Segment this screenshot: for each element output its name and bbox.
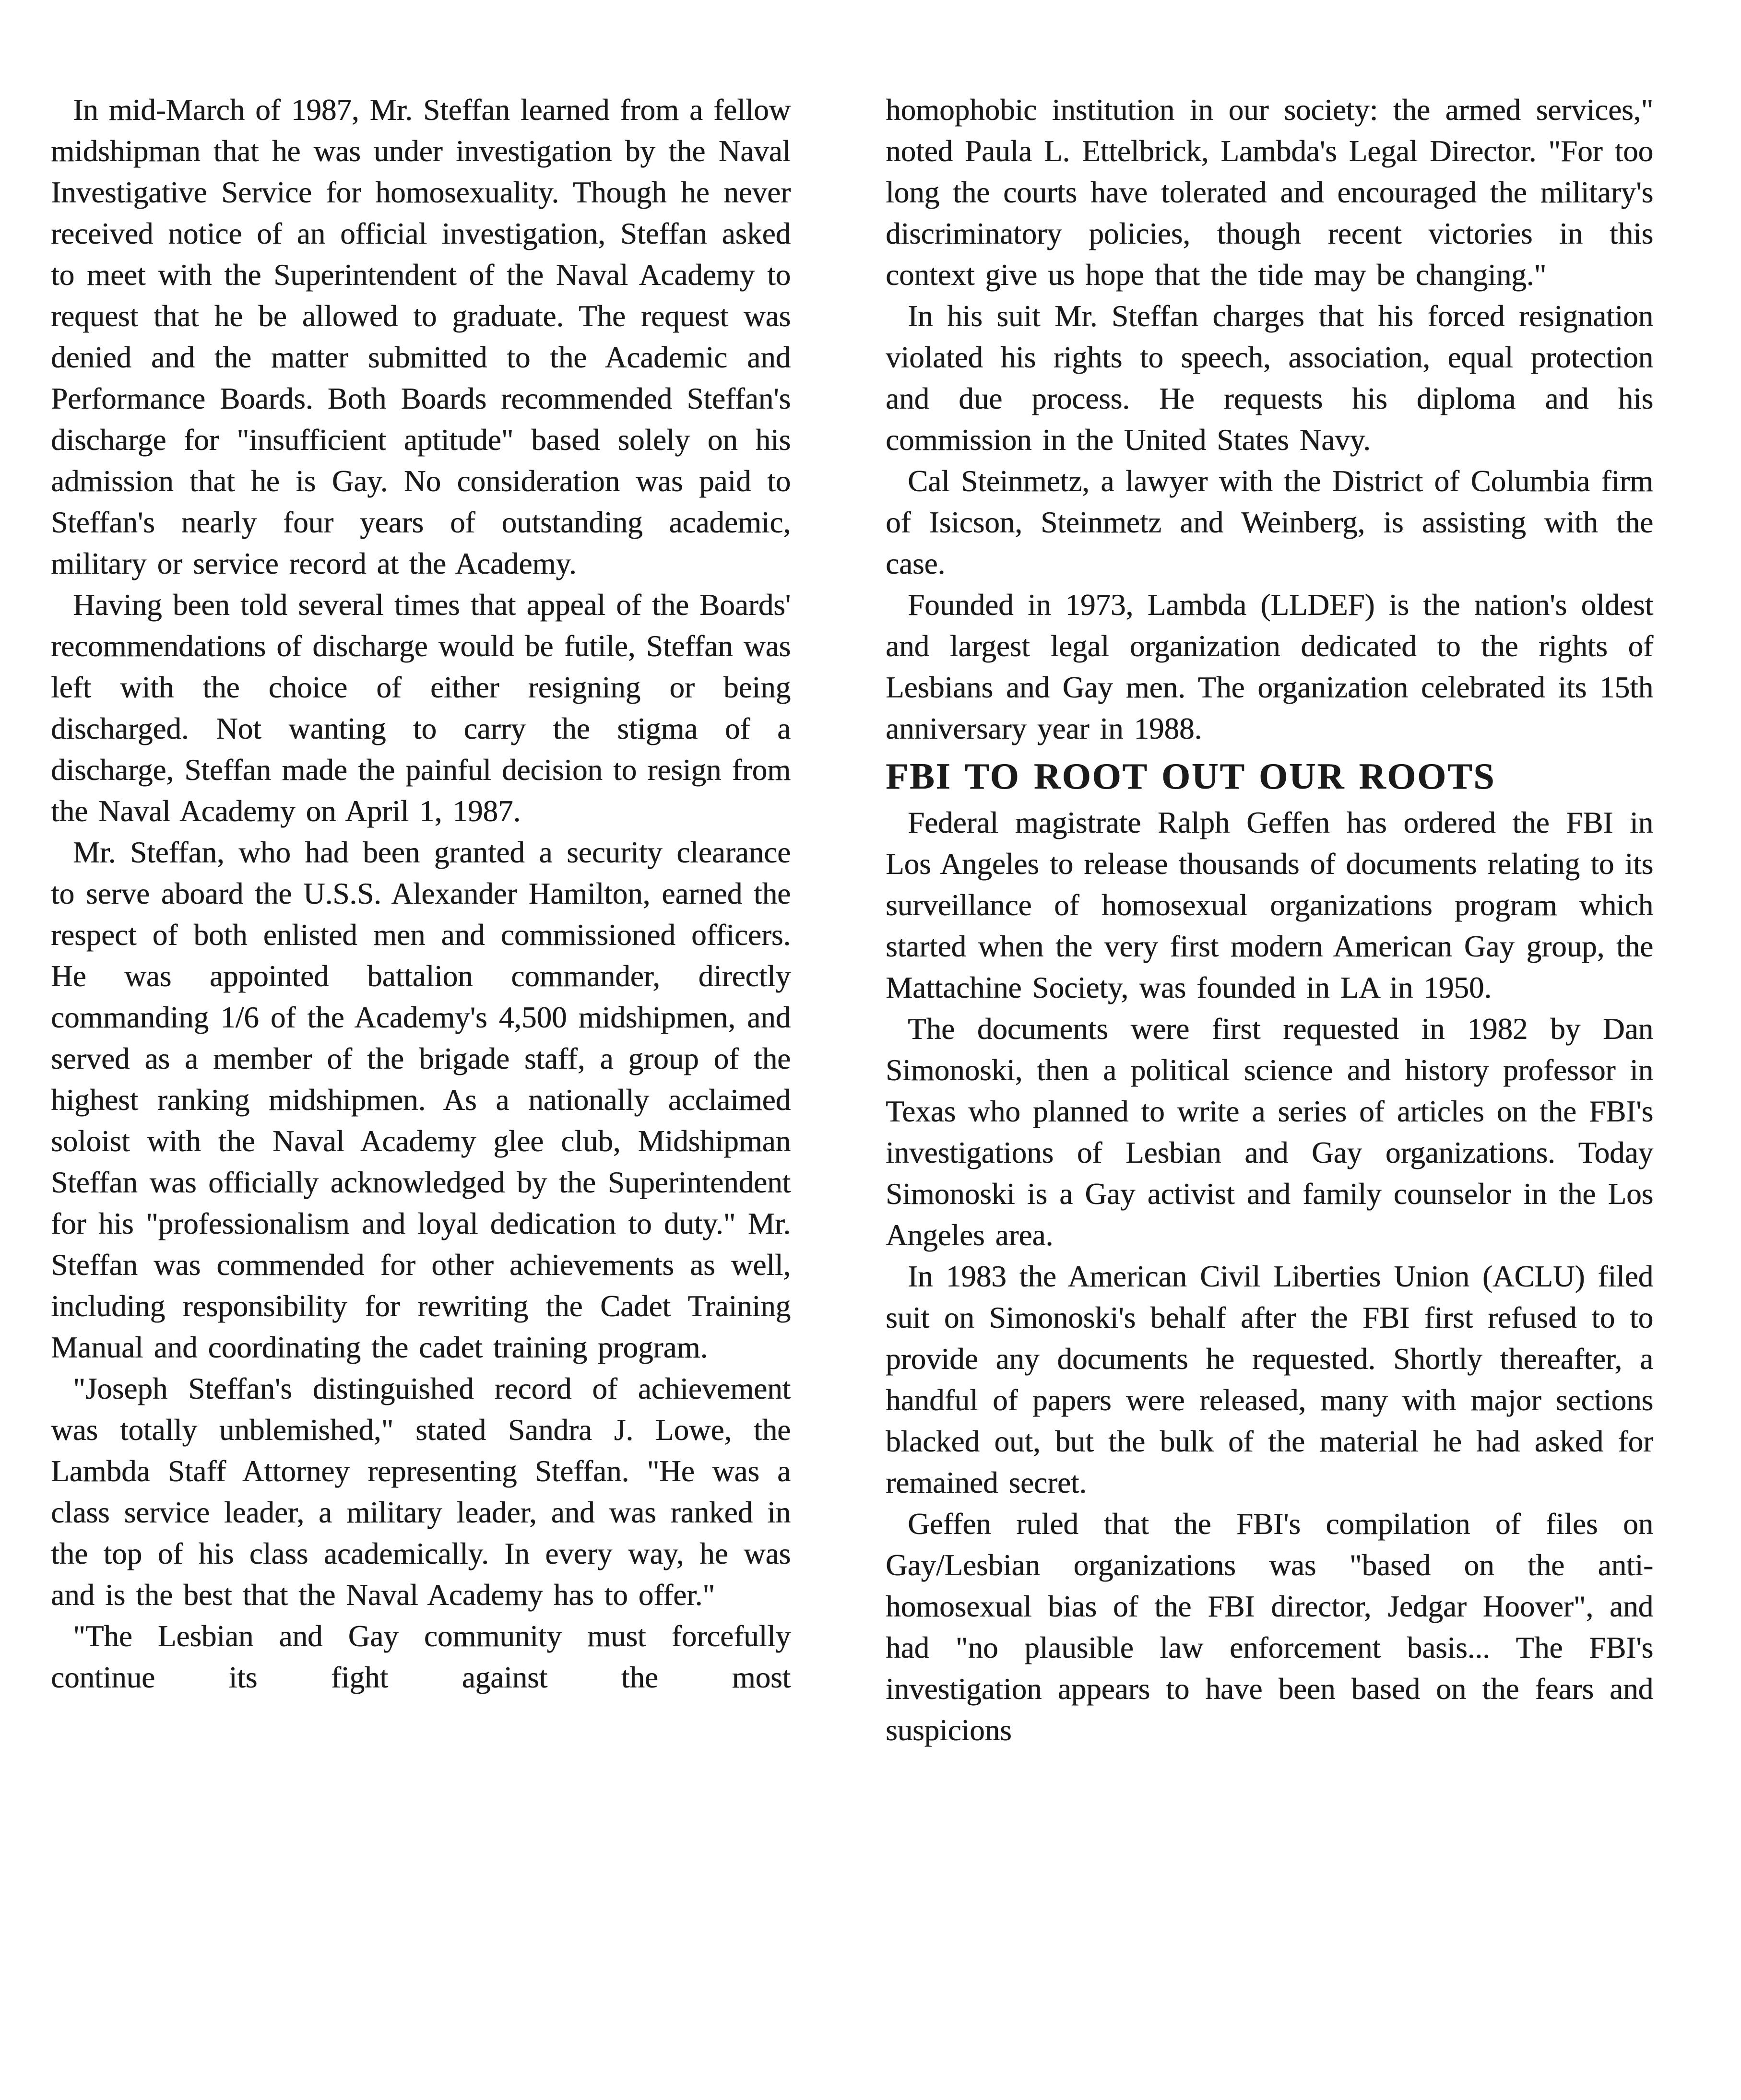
paragraph-community-quote-start: "The Lesbian and Gay community must forcefully continue its fight against the most [51,1619,791,1694]
paragraph-steffan-resignation: Having been told several times that appeal of the Boards' recommendations of discharge would be futile, Steffan was left with the choice of either resigning or being discharged. Not wanting to carry the stigma of a discharge, Steffan made the painful decision to resign from the Naval Academy on April 1, 1987. [51,588,791,828]
paragraph-ettelbrick-quote: homophobic institution in our society: the armed services," noted Paula L. Ettelbrick, Lambda's Legal Director. "For too long the courts have tolerated and encouraged the military's discriminatory policies, though recent victories in this context give us hope that the tide may be changing." [886,93,1653,292]
paragraph-aclu-suit: In 1983 the American Civil Liberties Union (ACLU) filed suit on Simonoski's behalf after the FBI first refused to to provide any documents he requested. Shortly thereafter, a handful of papers were released, many with major sections blacked out, but the bulk of the material he had asked for remained secret. [886,1260,1653,1499]
paragraph-suit-charges: In his suit Mr. Steffan charges that his forced resignation violated his rights to speech, association, equal protection and due process. He requests his diploma and his commission in the United States Navy. [886,299,1653,457]
paragraph-simonoski-request: The documents were first requested in 1982 by Dan Simonoski, then a political science and history professor in Texas who planned to write a series of articles on the FBI's investigations of Lesbian and Gay organizations. Today Simonoski is a Gay activist and family counselor in the Los Angeles area. [886,1012,1653,1252]
paragraph-steinmetz: Cal Steinmetz, a lawyer with the District of Columbia firm of Isicson, Steinmetz and Weinberg, is assisting with the case. [886,464,1653,580]
paragraph-steffan-record: Mr. Steffan, who had been granted a security clearance to serve aboard the U.S.S. Alexander Hamilton, earned the respect of both enlisted men and commissioned officers. He was appointed battalion commander, directly commanding 1/6 of the Academy's 4,500 midshipmen, and served as a member of the brigade staff, a group of the highest ranking midshipmen. As a nationally acclaimed soloist with the Naval Academy glee club, Midshipman Steffan was officially acknowledged by the Superintendent for his "professionalism and loyal dedication to duty." Mr. Steffan was commended for other achievements as well, including responsibility for rewriting the Cadet Training Manual and coordinating the cadet training program. [51,836,791,1364]
paragraph-geffen-ruling: Geffen ruled that the FBI's compilation of files on Gay/Lesbian organizations was "based on the anti-homosexual bias of the FBI director, Jedgar Hoover", and had "no plausible law enforcement basis... The FBI's investigation appears to have been based on the fears and suspicions [886,1507,1653,1747]
section-heading-fbi-roots: FBI TO ROOT OUT OUR ROOTS [886,755,1496,797]
paragraph-geffen-order: Federal magistrate Ralph Geffen has ordered the FBI in Los Angeles to release thousands of documents relating to its surveillance of homosexual organizations program which started when the very first modern American Gay group, the Mattachine Society, was founded in LA in 1950. [886,806,1653,1004]
right-column [886,89,1653,1751]
paragraph-lowe-quote: "Joseph Steffan's distinguished record of achievement was totally unblemished," stated Sandra J. Lowe, the Lambda Staff Attorney representing Steffan. "He was a class service leader, a military leader, and was ranked in the top of his class academically. In every way, he was and is the best that the Naval Academy has to offer." [51,1372,791,1612]
paragraph-steffan-investigation: In mid-March of 1987, Mr. Steffan learned from a fellow midshipman that he was under investigation by the Naval Investigative Service for homosexuality. Though he never received notice of an official investigation, Steffan asked to meet with the Superintendent of the Naval Academy to request that he be allowed to graduate. The request was denied and the matter submitted to the Academic and Performance Boards. Both Boards recommended Steffan's discharge for "insufficient aptitude" based solely on his admission that he is Gay. No consideration was paid to Steffan's nearly four years of outstanding academic, military or service record at the Academy. [51,93,791,580]
left-column [51,89,791,1698]
paragraph-lambda-founded: Founded in 1973, Lambda (LLDEF) is the nation's oldest and largest legal organization dedicated to the rights of Lesbians and Gay men. The organization celebrated its 15th anniversary year in 1988. [886,588,1653,745]
